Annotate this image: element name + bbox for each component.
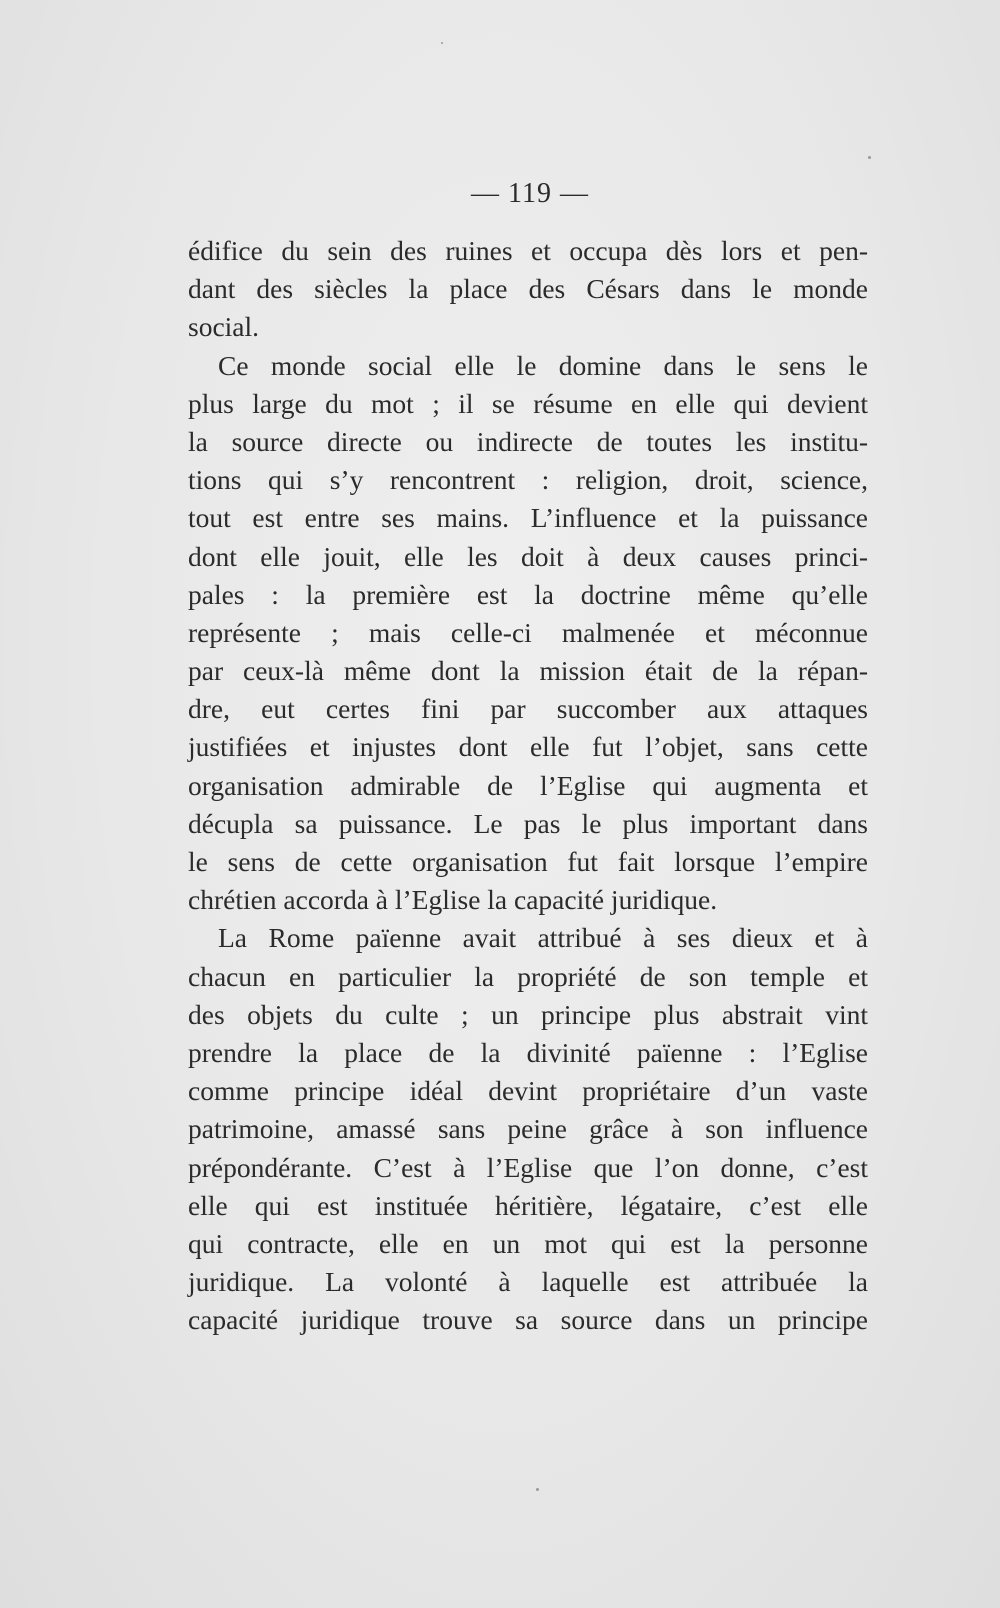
text-line: chacun en particulier la propriété de son temple et [188,960,868,992]
text-line: prépondérante. C’est à l’Eglise que l’on donne, c’est [188,1151,868,1183]
text-line: dant des siècles la place des Césars dans le monde [188,273,868,305]
text-line: tions qui s’y rencontrent : religion, droit, science, [188,464,868,496]
text-line: des objets du culte ; un principe plus abstrait vint [188,998,868,1030]
text-line: La Rome païenne avait attribué à ses dieux et à [218,922,868,954]
text-line: chrétien accorda à l’Eglise la capacité juridique. [188,884,718,916]
text-line: capacité juridique trouve sa source dans un principe [188,1304,868,1336]
text-line: dont elle jouit, elle les doit à deux causes princi- [188,540,868,572]
text-line: le sens de cette organisation fut fait lorsque l’empire [188,846,868,877]
text-line: organisation admirable de l’Eglise qui augmenta et [188,769,868,801]
text-line: dre, eut certes fini par succomber aux attaques [188,693,868,725]
text-line: représente ; mais celle-ci malmenée et méconnue [188,616,868,648]
paper-speck [868,156,871,159]
text-line: décupla sa puissance. Le pas le plus important dans [188,807,868,839]
text-line: plus large du mot ; il se résume en elle qui devient [188,387,868,419]
text-line: comme principe idéal devint propriétaire d’un vaste [188,1075,868,1107]
text-line: juridique. La volonté à laquelle est attribuée la [188,1266,868,1298]
paper-speck [441,42,443,44]
text-line: patrimoine, amassé sans peine grâce à son influence [188,1113,868,1145]
paper-speck [536,1488,539,1491]
text-line: tout est entre ses mains. L’influence et la puissance [188,502,868,534]
text-line: social. [188,311,260,343]
text-line: pales : la première est la doctrine même qu’elle [188,578,868,610]
text-line: qui contracte, elle en un mot qui est la personne [188,1227,868,1259]
text-line: justifiées et injustes dont elle fut l’objet, sans cette [188,731,868,763]
text-line: elle qui est instituée héritière, légataire, c’est elle [188,1189,868,1221]
text-line: prendre la place de la divinité païenne : l’Eglise [188,1036,868,1068]
text-line: édifice du sein des ruines et occupa dès lors et pen- [188,235,868,266]
page-number: — 119 — [471,178,589,209]
text-line: la source directe ou indirecte de toutes les institu- [188,425,868,457]
text-line: par ceux-là même dont la mission était de la répan- [188,655,868,687]
body-text [188,232,868,1339]
text-line: Ce monde social elle le domine dans le sens le [218,349,868,381]
